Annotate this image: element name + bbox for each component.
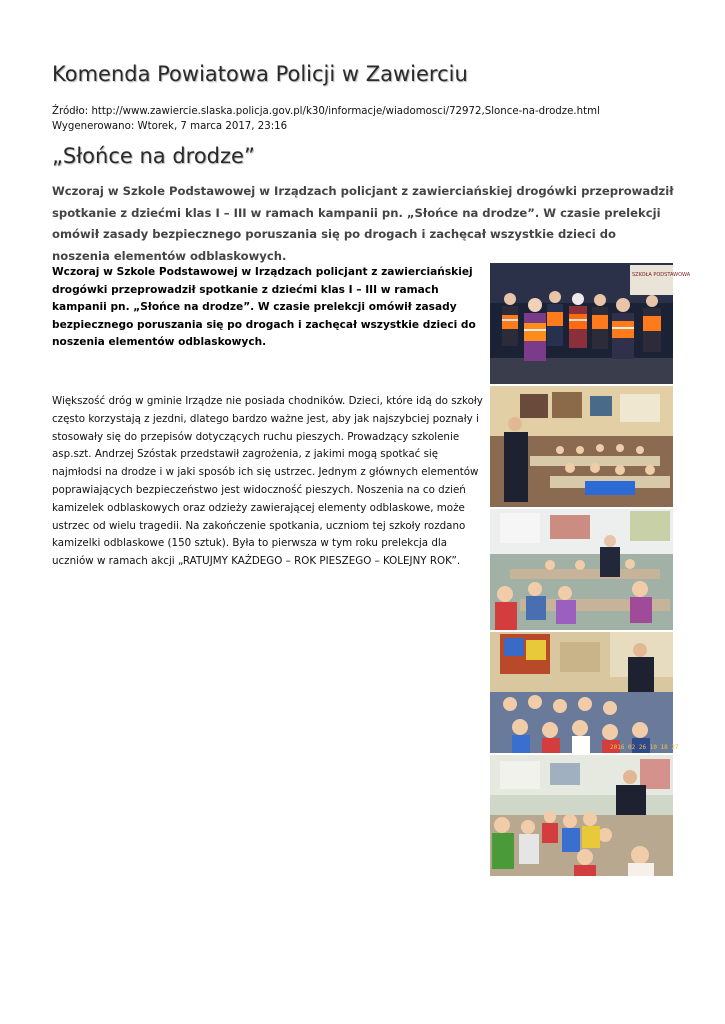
meta-info	[52, 104, 600, 134]
school-sign-text: SZKOŁA PODSTAWOWA	[632, 272, 691, 278]
site-title: Komenda Powiatowa Policji w Zawierciu	[52, 62, 468, 86]
generated-date: Wygenerowano: Wtorek, 7 marca 2017, 23:16	[52, 121, 288, 132]
photo-classroom-children	[490, 509, 673, 630]
photo-officer-handing-vests	[490, 755, 673, 876]
photo-officer-seated-children	[490, 632, 679, 753]
article-title: „Słońce na drodze”	[52, 144, 255, 168]
photo-timestamp: 2016 02 26 10 18 27	[610, 744, 679, 751]
photo-children-reflective-vests	[490, 263, 691, 384]
photo-classroom-officer	[490, 386, 673, 507]
article-body: Większość dróg w gminie Irządze nie posiada chodników. Dzieci, które idą do szkoły często korzystają z jezdni, dlatego bardzo ważne jest, aby jak najszybciej poznały i stosowały się do przepisów dotyczących ruchu pieszych. Prowadzący szkolenie asp.szt. Andrzej Szóstak przedstawił zagrożenia, z jakimi mogą spotkać się najmłodsi na drodze i w jaki sposób ich się ustrzec. Jednym z głównych elementów poprawiających bezpieczeństwo jest widoczność pieszych. Noszenia na co dzień kamizelek odblaskowych oraz odzieży zawierającej elementy odblaskowe, może ustrzec od wielu tragedii. Na zakończenie spotkania, uczniom tej szkoły rozdano kamizelki odblaskowe (150 sztuk). Była to pierwsza w tym roku prelekcja dla uczniów w ramach akcji „RATUJMY KAŻDEGO – ROK PIESZEGO – KOLEJNY ROK”.	[52, 395, 483, 568]
article-lead: Wczoraj w Szkole Podstawowej w Irządzach policjant z zawierciańskiej drogówki przeprowadził spotkanie z dziećmi klas I – III w ramach kampanii pn. „Słońce na drodze”. W czasie prelekcji omówił zasady bezpiecznego poruszania się po drogach i zachęcał wszystkie dzieci do noszenia elementów odblaskowych.	[52, 184, 674, 263]
source-url[interactable]: Źródło: http://www.zawiercie.slaska.policja.gov.pl/k30/informacje/wiadomosci/72972,Slonce-na-drodze.html	[52, 106, 600, 117]
article-lead-repeat: Wczoraj w Szkole Podstawowej w Irządzach policjant z zawierciańskiej drogówki przeprowadził spotkanie z dziećmi klas I – III w ramach kampanii pn. „Słońce na drodze”. W czasie prelekcji omówił zasady bezpiecznego poruszania się po drogach i zachęcał wszystkie dzieci do noszenia elementów odblaskowych.	[52, 266, 476, 348]
photo-column	[490, 263, 691, 878]
